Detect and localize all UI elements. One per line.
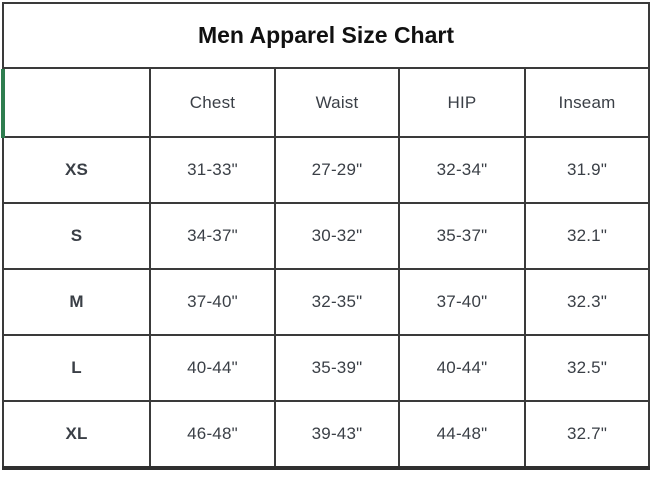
column-header-row (3, 68, 649, 137)
waist-value: 32-35" (275, 269, 399, 335)
table-row-m (3, 269, 649, 335)
inseam-value: 32.5" (525, 335, 649, 401)
size-label: XS (3, 137, 150, 203)
inseam-value: 32.1" (525, 203, 649, 269)
hip-value: 40-44" (399, 335, 525, 401)
column-header-inseam: Inseam (525, 68, 649, 137)
title-row (3, 3, 649, 68)
column-header-chest: Chest (150, 68, 275, 137)
hip-value: 32-34" (399, 137, 525, 203)
header-row-green-accent (1, 69, 5, 138)
column-header-waist: Waist (275, 68, 399, 137)
waist-value: 27-29" (275, 137, 399, 203)
chest-value: 37-40" (150, 269, 275, 335)
size-label: XL (3, 401, 150, 468)
inseam-value: 32.3" (525, 269, 649, 335)
size-label: S (3, 203, 150, 269)
chest-value: 40-44" (150, 335, 275, 401)
table-row-xs (3, 137, 649, 203)
page-title: Men Apparel Size Chart (3, 3, 649, 68)
size-chart-table (2, 2, 650, 470)
inseam-value: 32.7" (525, 401, 649, 468)
column-header-hip: HIP (399, 68, 525, 137)
waist-value: 35-39" (275, 335, 399, 401)
size-label: L (3, 335, 150, 401)
table-row-s (3, 203, 649, 269)
table-row-l (3, 335, 649, 401)
corner-cell (3, 68, 150, 137)
hip-value: 37-40" (399, 269, 525, 335)
chest-value: 31-33" (150, 137, 275, 203)
size-label: M (3, 269, 150, 335)
waist-value: 30-32" (275, 203, 399, 269)
waist-value: 39-43" (275, 401, 399, 468)
chest-value: 34-37" (150, 203, 275, 269)
table-row-xl (3, 401, 649, 468)
inseam-value: 31.9" (525, 137, 649, 203)
chest-value: 46-48" (150, 401, 275, 468)
hip-value: 44-48" (399, 401, 525, 468)
hip-value: 35-37" (399, 203, 525, 269)
